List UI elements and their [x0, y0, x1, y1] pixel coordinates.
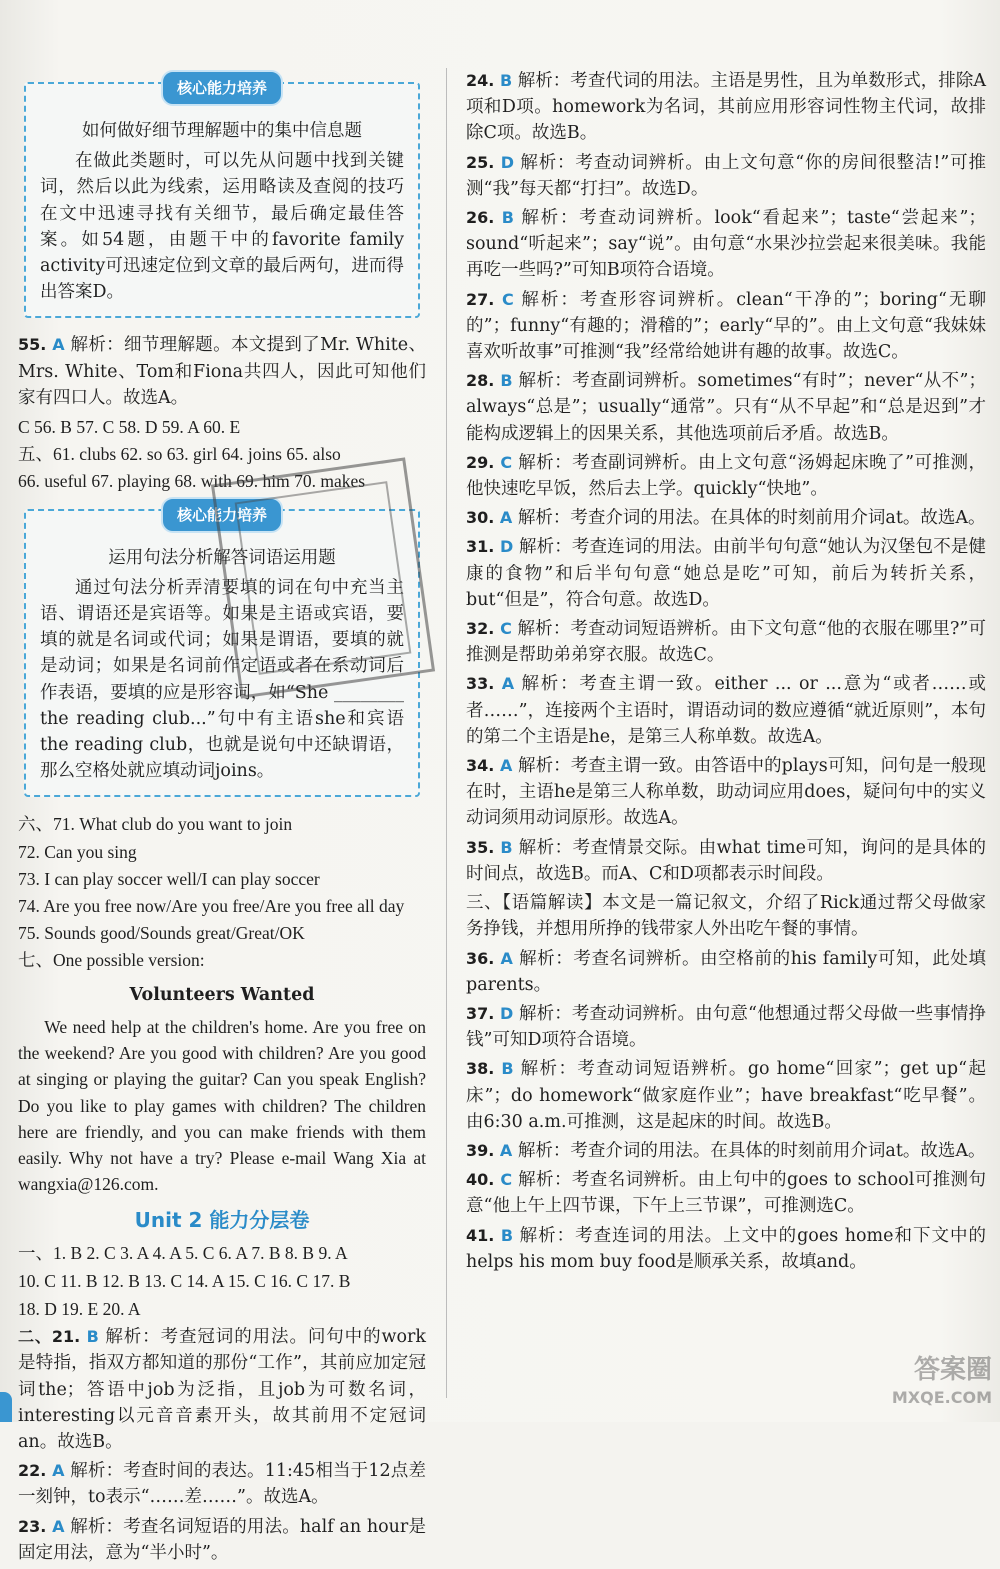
answer-item: 二、21. B 解析：考查冠词的用法。问句中的work是特指，指双方都知道的那份“工作”，其前应加定冠词the；答语中job为泛指，且job为可数名词，interesting以元音音素开头，故其前用不定冠词an。故选B。 — [18, 1327, 426, 1452]
explanation-text: 解析：考查介词的用法。在具体的时刻前用介词at。故选A。 — [517, 508, 986, 529]
answer-line: 72. Can you sing — [18, 841, 137, 862]
answer-item — [466, 287, 986, 366]
answer-letter: D — [500, 537, 514, 557]
answer-item — [466, 450, 986, 502]
explanation-text: 解析：考查名词辨析。由空格前的his family可知，此处填parents。 — [466, 948, 986, 995]
passage-summary: 三、【语篇解读】本文是一篇记叙文，介绍了Rick通过帮父母做家务挣钱，并想用所挣的钱带家人外出吃午餐的事情。 — [466, 893, 986, 940]
answer-letter: B — [501, 1059, 514, 1079]
question-number: 27. — [466, 289, 495, 309]
answer-item — [466, 368, 986, 447]
question-number: 34. — [466, 756, 495, 776]
explanation-text: 解析：考查名词辨析。由上句中的goes to school可推测句意“他上午上四节课，下午上三节课”，可推测选C。 — [466, 1170, 986, 1217]
answer-item — [466, 1138, 986, 1164]
answer-line: 六、71. What club do you want to join — [18, 814, 293, 835]
explanation-text: 解析：考查副词辨析。由上文句意“汤姆起床晚了”可推测，他快速吃早饭，然后去上学。quickly“快地”。 — [466, 452, 986, 500]
answer-item — [466, 671, 986, 750]
explanation-text: 解析：考查主谓一致。由答语中的plays可知，问句是一般现在时，主语he是第三人称单数，助动词应用does，疑问句中的实义动词须用动词原形。故选A。 — [466, 756, 986, 829]
question-number: 37. — [466, 1003, 495, 1023]
explanation-text: 解析：考查副词辨析。sometimes“有时”；never“从不”；always“总是”；usually“通常”。只有“从不早起”和“总是迟到”才能构成逻辑上的因果关系，其他选项前后矛盾。故选B。 — [466, 371, 986, 444]
answer-line: C 56. B 57. C 58. D 59. A 60. E — [18, 417, 241, 438]
answer-list — [466, 68, 986, 887]
explanation-text: 解析：考查主谓一致。either ... or ...意为“或者……或者……”，连接两个主语时，谓语动词的数应遵循“就近原则”，本句的第二个主语是he，是第三人称单数。故选A。 — [466, 674, 986, 747]
answer-line: 73. I can play soccer well/I can play soccer — [18, 868, 320, 889]
page-corner-mark — [0, 1392, 12, 1422]
tip-body: 在做此类题时，可以先从问题中找到关键词，然后以此为线索，运用略读及查阅的技巧在文中迅速寻找有关细节，最后确定最佳答案。如54题，由题干中的favorite family activity可迅速定位到文章的最后两句，进而得出答案D。 — [40, 151, 404, 303]
answer-item — [466, 835, 986, 887]
explanation-text: 解析：考查连词的用法。由前半句句意“她认为汉堡包不是健康的食物”和后半句句意“她总是吃”可知，前后为转折关系，but“但是”，符合句意。故选D。 — [466, 537, 986, 610]
explanation-text: 解析：考查连词的用法。上文中的goes home和下文中的helps his mom buy food是顺承关系，故填and。 — [466, 1225, 986, 1272]
answer-line: 七、One possible version: — [18, 950, 205, 971]
question-number: 40. — [466, 1170, 495, 1190]
question-number: 29. — [466, 452, 495, 472]
question-number: 36. — [466, 948, 495, 968]
answer-letter: B — [500, 371, 513, 391]
explanation-text: 解析：考查动词辨析。由上文句意“你的房间很整洁!”可推测“我”每天都“打扫”。故选D。 — [466, 152, 986, 199]
answer-item: 55. A 解析：细节理解题。本文提到了Mr. White、Mrs. White、Tom和Fiona共四人，因此可知他们家有四口人。故选A。 — [18, 335, 426, 408]
question-number: 25. — [466, 152, 495, 172]
unit-title: Unit 2 能力分层卷 — [134, 1208, 310, 1233]
question-number: 39. — [466, 1140, 495, 1160]
answer-item — [466, 753, 986, 832]
tip-badge: 核心能力培养 — [161, 497, 283, 533]
explanation-text: 解析：考查动词辨析。由句意“他想通过帮父母做一些事情挣钱”可知D项符合语境。 — [466, 1003, 986, 1051]
question-number: 30. — [466, 508, 495, 528]
explanation-text: 解析：考查动词辨析。look“看起来”；taste“尝起来”；sound“听起来”；say“说”。由句意“水果沙拉尝起来很美味。我能再吃一些吗?”可知B项符合语境。 — [466, 208, 986, 281]
question-number: 28. — [466, 371, 495, 391]
answer-letter: B — [500, 837, 513, 857]
question-number: 33. — [466, 674, 495, 694]
site-watermark: 答案圈 MXQE.COM — [891, 1355, 992, 1407]
answer-item — [466, 534, 986, 613]
answer-letter: C — [500, 1170, 513, 1190]
answer-list — [466, 946, 986, 1275]
answer-item: 22. A 解析：考查时间的表达。11:45相当于12点差一刻钟，to表示“……差……”。故选A。 — [18, 1461, 426, 1508]
essay-body: We need help at the children's home. Are you free on the weekend? Are you good with children? Are you good at singing or playing the guitar? Can you speak English? Do you like to play games with children? The children here are friendly, and you can make friends with them easily. Why not have a try? Please e-mail Wang Xia at wangxia@126.com. — [18, 1016, 426, 1195]
answer-letter: B — [499, 71, 513, 90]
stamp-seal — [211, 457, 435, 698]
tip-body: 通过句法分析弄清要填的词在句中充当主语、谓语还是宾语等。如果是主语或宾语，要填的就是名词或代词；如果是谓语，要填的就是动词；如果是名词前作定语或者在系动词后作表语，要填的应是形容词，如“She ________ the reading club...”句中有主语she和宾语the reading club，也就是说句中还缺谓语，那么空格处就应填动词joins。 — [40, 577, 404, 782]
answer-letter: D — [500, 152, 515, 172]
answer-letter: B — [501, 208, 514, 228]
answer-letter: A — [499, 508, 513, 528]
answer-letter: A — [500, 948, 513, 968]
answer-grid-row: 18. D 19. E 20. A — [18, 1298, 141, 1319]
answer-item — [466, 68, 986, 147]
answer-letter: B — [500, 1225, 514, 1245]
answer-item — [466, 946, 986, 998]
answer-item: 23. A 解析：考查名词短语的用法。half an hour是固定用法，意为“半小时”。 — [18, 1516, 426, 1563]
answer-line: 66. useful 67. playing 68. with 69. him 70. makes — [18, 471, 366, 492]
explanation-text: 解析：考查动词短语辨析。由下文句意“他的衣服在哪里?”可推测是帮助弟弟穿衣服。故选C。 — [466, 619, 986, 666]
answer-line: 75. Sounds good/Sounds great/Great/OK — [18, 923, 305, 944]
question-number: 26. — [466, 208, 495, 228]
explanation-text: 解析：考查代词的用法。主语是男性，且为单数形式，排除A项和D项。homework为名词，其前应用形容词性物主代词，故排除C项。故选B。 — [466, 71, 986, 144]
answer-item — [466, 1223, 986, 1275]
tip-title: 运用句法分析解答词语运用题 — [108, 547, 336, 568]
answer-letter: A — [501, 674, 515, 694]
question-number: 35. — [466, 837, 495, 857]
answer-line: 74. Are you free now/Are you free/Are you free all day — [18, 896, 405, 917]
question-number: 31. — [466, 537, 495, 557]
answer-letter: A — [499, 756, 513, 776]
answer-letter: D — [500, 1003, 514, 1023]
tip-title: 如何做好细节理解题中的集中信息题 — [82, 121, 362, 141]
question-number: 38. — [466, 1059, 495, 1079]
answer-item — [466, 1056, 986, 1135]
answer-grid-row: 一、1. B 2. C 3. A 4. A 5. C 6. A 7. B 8. B 9. A — [18, 1242, 348, 1263]
answer-item — [466, 205, 986, 284]
answer-letter: C — [500, 619, 512, 639]
answer-line: 五、61. clubs 62. so 63. girl 64. joins 65. also — [18, 444, 341, 465]
essay-title: Volunteers Wanted — [129, 984, 315, 1005]
column-divider — [446, 68, 447, 1398]
answer-grid-row: 10. C 11. B 12. B 13. C 14. A 15. C 16. C 17. B — [18, 1270, 351, 1291]
answer-item — [466, 505, 986, 531]
question-number: 24. — [466, 71, 495, 90]
answer-item — [466, 150, 986, 202]
question-number: 32. — [466, 619, 495, 639]
answer-letter: C — [501, 289, 514, 309]
explanation-text: 解析：考查形容词辨析。clean“干净的”；boring“无聊的”；funny“有趣的；滑稽的”；early“早的”。由上文句意“我妹妹喜欢听故事”可推测“我”经常给她讲有趣的故事。故选C。 — [466, 289, 986, 363]
left-column — [18, 68, 426, 1569]
tip-badge: 核心能力培养 — [161, 70, 283, 106]
answer-item — [466, 1001, 986, 1053]
right-column — [466, 68, 986, 1278]
answer-letter: C — [500, 452, 513, 472]
answer-letter: A — [499, 1140, 513, 1160]
question-number: 41. — [466, 1225, 495, 1245]
answer-item — [466, 616, 986, 668]
answer-item — [466, 1167, 986, 1219]
explanation-text: 解析：考查介词的用法。在具体的时刻前用介词at。故选A。 — [517, 1140, 986, 1161]
explanation-text: 解析：考查动词短语辨析。go home“回家”；get up“起床”；do homework“做家庭作业”；have breakfast“吃早餐”。由6:30 a.m.可推测，这是起床的时间。故选B。 — [466, 1059, 986, 1132]
tip-box-detail — [24, 79, 420, 318]
explanation-text: 解析：考查情景交际。由what time可知，询问的是具体的时间点，故选B。而A、C和D项都表示时间段。 — [466, 837, 986, 884]
